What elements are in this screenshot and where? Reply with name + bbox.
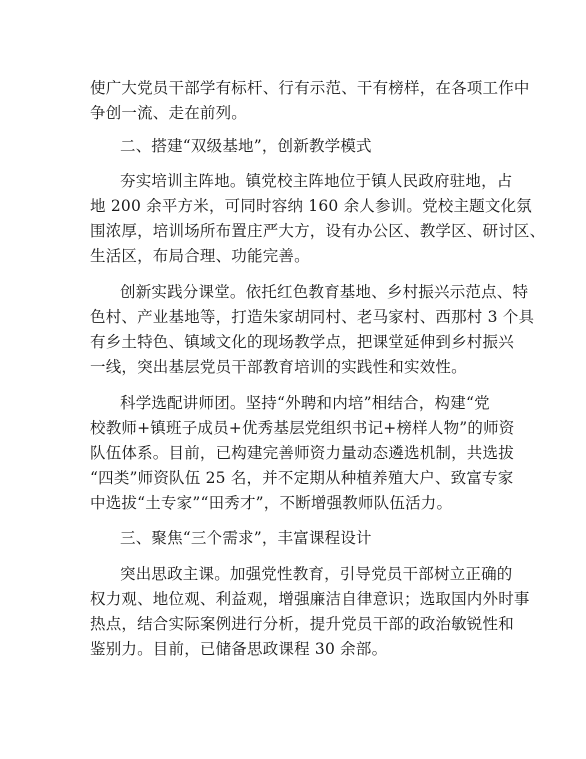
text-line: 生活区，布局合理、功能完善。 [90, 247, 310, 265]
text-line: 围浓厚，培训场所布置庄严大方，设有办公区、教学区、研讨区、 [90, 222, 546, 240]
text-line: 色村、产业基地等，打造朱家胡同村、老马家村、西那村 3 个具 [90, 308, 535, 326]
text-line: 地 200 余平方米，可同时容纳 160 余人参训。党校主题文化氛 [90, 197, 532, 215]
section-heading: 三、聚焦“三个需求”，丰富课程设计 [120, 529, 372, 547]
text-line: 科学选配讲师团。坚持“外聘和内培”相结合，构建“党 [120, 394, 490, 412]
text-line: 权力观、地位观、利益观，增强廉洁自律意识；选取国内外时事 [90, 590, 530, 608]
text-line: 突出思政主课。加强党性教育，引导党员干部树立正确的 [120, 565, 513, 583]
text-line: 一线，突出基层党员干部教育培训的实践性和实效性。 [90, 358, 467, 376]
text-line: 中选拔“土专家”“田秀才”，不断增强教师队伍活力。 [90, 494, 453, 512]
section-heading: 二、搭建“双级基地”，创新教学模式 [120, 137, 372, 155]
text-line: 热点，结合实际案例进行分析，提升党员干部的政治敏锐性和 [90, 615, 514, 633]
text-line: 争创一流、走在前列。 [90, 104, 248, 122]
text-line: 鉴别力。目前，已储备思政课程 30 余部。 [90, 640, 388, 658]
text-line: 有乡土特色、镇域文化的现场教学点，把课堂延伸到乡村振兴 [90, 333, 514, 351]
text-line: 队伍体系。目前，已构建完善师资力量动态遴选机制，共选拔 [90, 444, 514, 462]
text-line: “四类”师资队伍 25 名，并不定期从种植养殖大户、致富专家 [90, 469, 514, 487]
text-line: 夯实培训主阵地。镇党校主阵地位于镇人民政府驻地，占 [120, 172, 513, 190]
text-line: 校教师+镇班子成员+优秀基层党组织书记+榜样人物”的师资 [90, 419, 515, 437]
text-line: 创新实践分课堂。依托红色教育基地、乡村振兴示范点、特 [120, 283, 529, 301]
text-line: 使广大党员干部学有标杆、行有示范、干有榜样，在各项工作中 [90, 79, 530, 97]
